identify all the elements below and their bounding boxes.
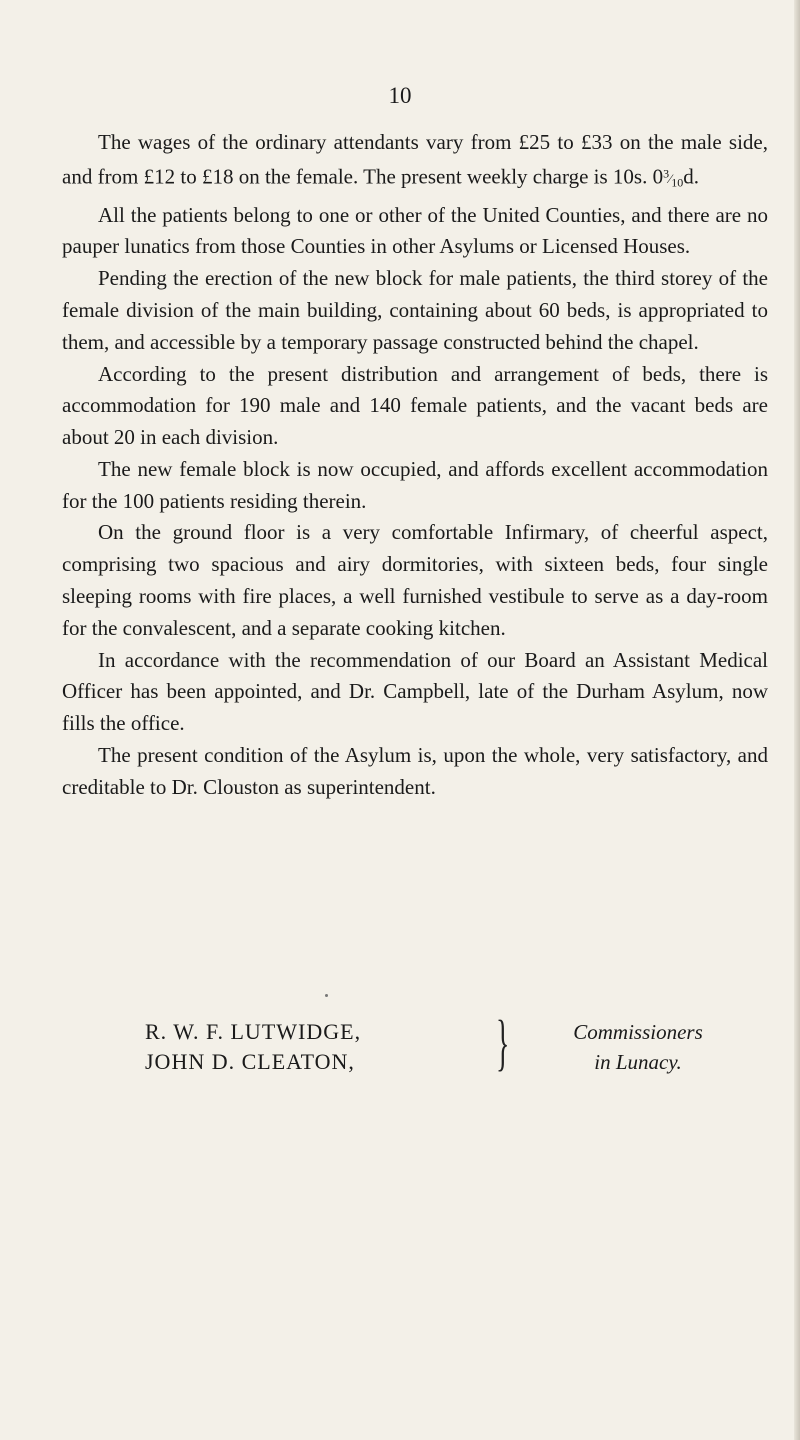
page-edge-shadow — [794, 0, 800, 1440]
office-line-2: in Lunacy. — [594, 1050, 682, 1074]
signatory-lutwidge: R. W. F. LUTWIDGE, — [145, 1019, 362, 1044]
wages-text: The wages of the ordinary attendants vary from £25 to £33 on the male side, and from £12 to £18 on the female. The present weekly charge is 10s. 0 — [62, 130, 768, 189]
paragraph-condition: The present condition of the Asylum is, upon the whole, very satisfactory, and creditable to Dr. Clouston as superintendent. — [62, 743, 768, 799]
signatures — [145, 1017, 361, 1077]
office-line-1: Commissioners — [573, 1020, 703, 1044]
commissioners-title — [538, 1017, 738, 1077]
paragraph-accommodation: According to the present distribution and arrangement of beds, there is accommodation for 190 male and 140 female patients, and the vacant beds are about 20 in each division. — [62, 361, 768, 450]
wages-suffix: d. — [683, 164, 699, 189]
paragraph-wages — [62, 127, 768, 200]
brace-symbol: } — [496, 1009, 510, 1077]
paragraph-united-counties: All the patients belong to one or other of the United Counties, and there are no pauper lunatics from those Counties in other Asylums or Licensed Houses. — [62, 202, 768, 259]
fraction: $^3⁄_{10}$ — [663, 166, 684, 190]
fraction-denominator: 10 — [671, 175, 684, 190]
paragraph-medical-officer: In accordance with the recommendation of our Board an Assistant Medical Officer has been appointed, and Dr. Campbell, late of the Durham Asylum, now fills the office. — [62, 647, 768, 736]
paragraph-female-block: The new female block is now occupied, and affords excellent accommodation for the 100 patients residing therein. — [62, 456, 768, 513]
paragraph-pending: Pending the erection of the new block for male patients, the third storey of the female division of the main building, containing about 60 beds, is appropriated to them, and accessible by a temporary passage constructed behind the chapel. — [62, 266, 768, 354]
fraction-numerator: 3 — [663, 166, 670, 181]
signatory-cleaton: JOHN D. CLEATON, — [145, 1049, 355, 1074]
page-number: 10 — [388, 83, 412, 108]
body-text — [62, 127, 768, 804]
paragraph-infirmary: On the ground floor is a very comfortable Infirmary, of cheerful aspect, comprising two spacious and airy dormitories, with sixteen beds, four single sleeping rooms with fire places, a well furnished vestibule to serve as a day-room for the convalescent, and a separate cooking kitchen. — [62, 520, 768, 640]
ink-speck — [325, 994, 328, 997]
